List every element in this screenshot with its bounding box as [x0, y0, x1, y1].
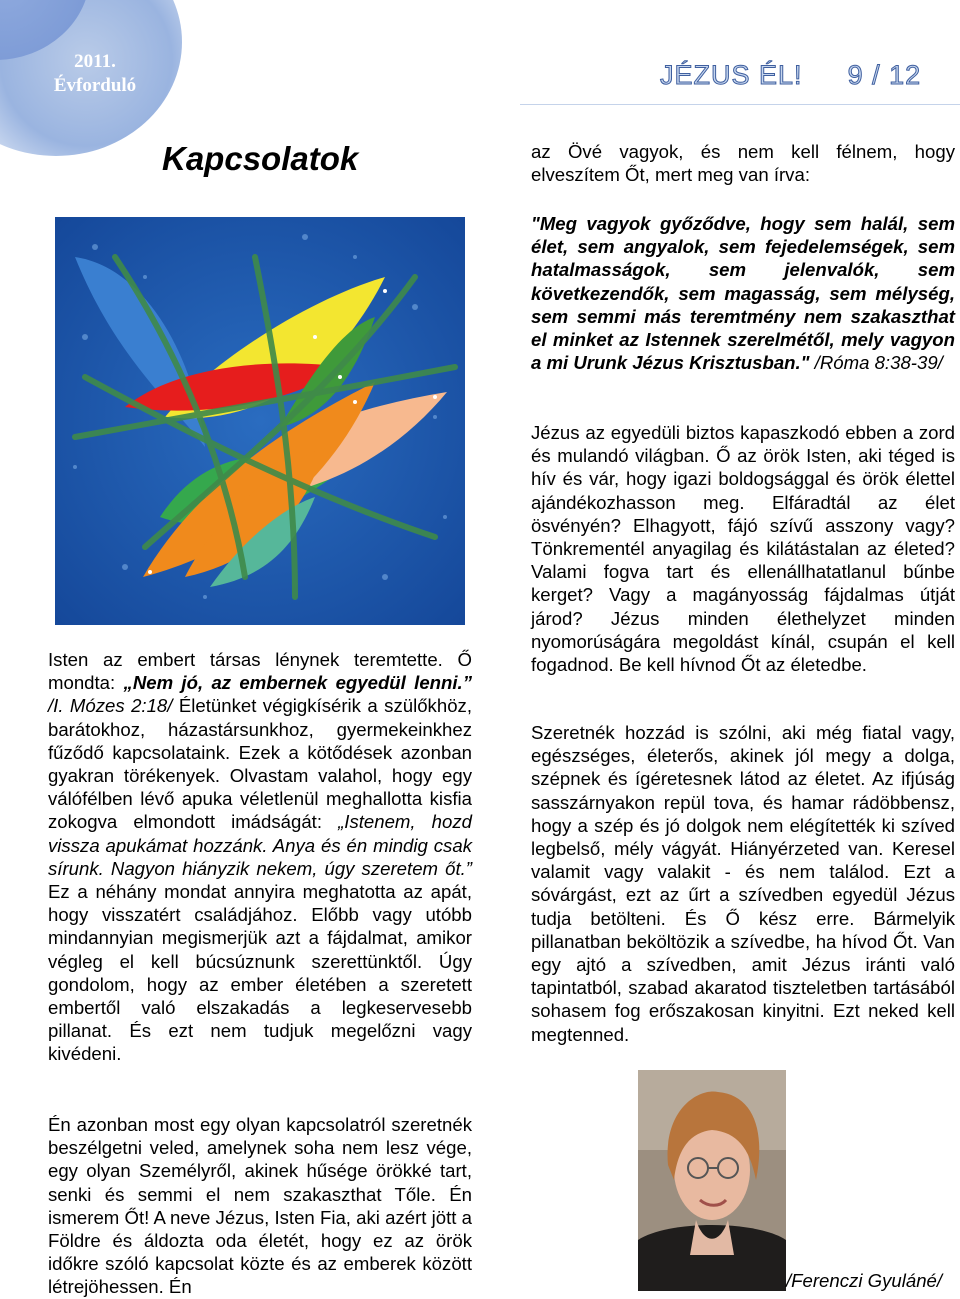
- page-number: 9 / 12: [847, 60, 922, 90]
- magazine-header: [660, 60, 921, 91]
- header-divider: [520, 104, 960, 105]
- badge-label: Évforduló: [53, 75, 137, 96]
- fish-artwork: [55, 217, 465, 625]
- romans-quote-ref: /Róma 8:38-39/: [809, 352, 943, 374]
- intro-text: Isten az embert társas lénynek teremtette. Ő mondta:: [48, 649, 472, 694]
- right-column-continuation: [531, 140, 955, 186]
- intro-paragraph: [48, 648, 472, 1066]
- magazine-title: JÉZUS ÉL!: [660, 60, 803, 90]
- romans-quote: [531, 212, 955, 374]
- romans-quote-text: "Meg vagyok győződve, hogy sem halál, sem élet, sem angyalok, sem fejedelemségek, sem hatalmasságok, sem jelenvalók, sem következendők, sem magasság, sem mélység, sem semmi más teremtmény nem szakaszthat el minket az Istennek szerelmétől, mely vagyon a mi Urunk Jézus Krisztusban.": [531, 213, 955, 374]
- author-signature: /Ferenczi Gyuláné/: [786, 1270, 943, 1291]
- child-prayer: „Istenem, hozd vissza apukámat hozzánk. Anya és én mindig csak sírunk. Nagyon hiányzik nekem, úgy szeretem őt.”: [48, 811, 472, 879]
- right-column-youth: [531, 721, 955, 1046]
- genesis-ref: /I. Mózes 2:18/: [48, 695, 173, 717]
- article-title: Kapcsolatok: [162, 140, 359, 177]
- left-column-second: [48, 1113, 472, 1299]
- left-column-intro: [48, 648, 472, 1066]
- genesis-quote: „Nem jó, az embernek egyedül lenni.”: [123, 672, 473, 694]
- youth-paragraph: Szeretnék hozzád is szólni, aki még fiatal vagy, egészséges, életerős, akinek jól megy a dolga, szépnek és ígéretesnek látod az életet. Az ifjúság sasszárnyakon repül tova, és hamar rádöbbensz, hogy a szép és jó dolgok nem elégítették ki szíved legbelső, mély vágyát. Hiányérzeted van. Keresel valamit vagy valakit - és nem találod. Ezt a sóvárgást, ezt az űrt a szívedben egyedül Jézus tudja betölteni. És Ő kész erre. Bármelyik pillanatban beköltözik a szívedbe, ha hívod Őt. Van egy ajtó a szívedben, amit Jézus iránti való tapintatból, szabad akaratod tiszteletben tartásából sohasem fog erőszakosan kinyitni. Ezt neked kell megtenned.: [531, 722, 955, 1045]
- right-column-invitation: [531, 421, 955, 676]
- intro-body: Életünket végigkísérik a szülőkhöz, barátokhoz, házastársunkhoz, gyermekeinkhez fűződő kapcsolataink. Ezek a kötődések azonban gyakran törékenyek. Olvastam valahol, hogy egy válófélben lévő apuka véletlenül meghallotta kisfia zokogva elmondott imádságát:: [48, 695, 472, 833]
- romans-quote-block: [531, 212, 955, 374]
- continuation-paragraph: az Övé vagyok, és nem kell félnem, hogy elveszítem Őt, mert meg van írva:: [531, 141, 955, 186]
- badge-year: 2011.: [74, 51, 116, 72]
- invitation-paragraph: Jézus az egyedüli biztos kapaszkodó ebben a zord és mulandó világban. Ő az örök Isten, aki téged is hív és vár, hogy igazi boldogsággal és örök élettel ajándékozhasson meg. Elfáradtál az élet ösvényén? Elhagyott, fájó szívű asszony vagy? Tönkrementél anyagilag és kilátástalan az életed? Valami fogva tart és ellenállhatatlanul bűnbe kerget? Vagy a magányosság fájdalmas útját járod? Jézus minden élethelyzet minden nyomorúságára megoldást kínál, csupán el kell fogadnod. Be kell hívnod Őt az életedbe.: [531, 422, 955, 676]
- intro-ending: Ez a néhány mondat annyira meghatotta az apát, hogy visszatért családjához. Előbb vagy utóbb mindannyian megismerjük azt a fájdalmat, amikor végleg el kell búcsúznunk szerettünktől. Úgy gondolom, hogy az ember életében a szeretett embertől való elszakadás a legkeservesebb pillanat. És ezt nem tudjuk megelőzni vagy kivédeni.: [48, 881, 472, 1065]
- author-photo: [638, 1070, 786, 1291]
- relationship-paragraph: Én azonban most egy olyan kapcsolatról szeretnék beszélgetni veled, amelynek soha nem lesz vége, egy olyan Személyről, akinek hűsége örökké tart, senki és semmi el nem szakaszthat Tőle. Én ismerem Őt! A neve Jézus, Isten Fia, aki azért jött a Földre és áldozta oda életét, hogy ez az örök időkre szóló kapcsolat közte és az emberek között létrejöhessen. Én: [48, 1114, 472, 1298]
- anniversary-badge-text: [40, 50, 150, 98]
